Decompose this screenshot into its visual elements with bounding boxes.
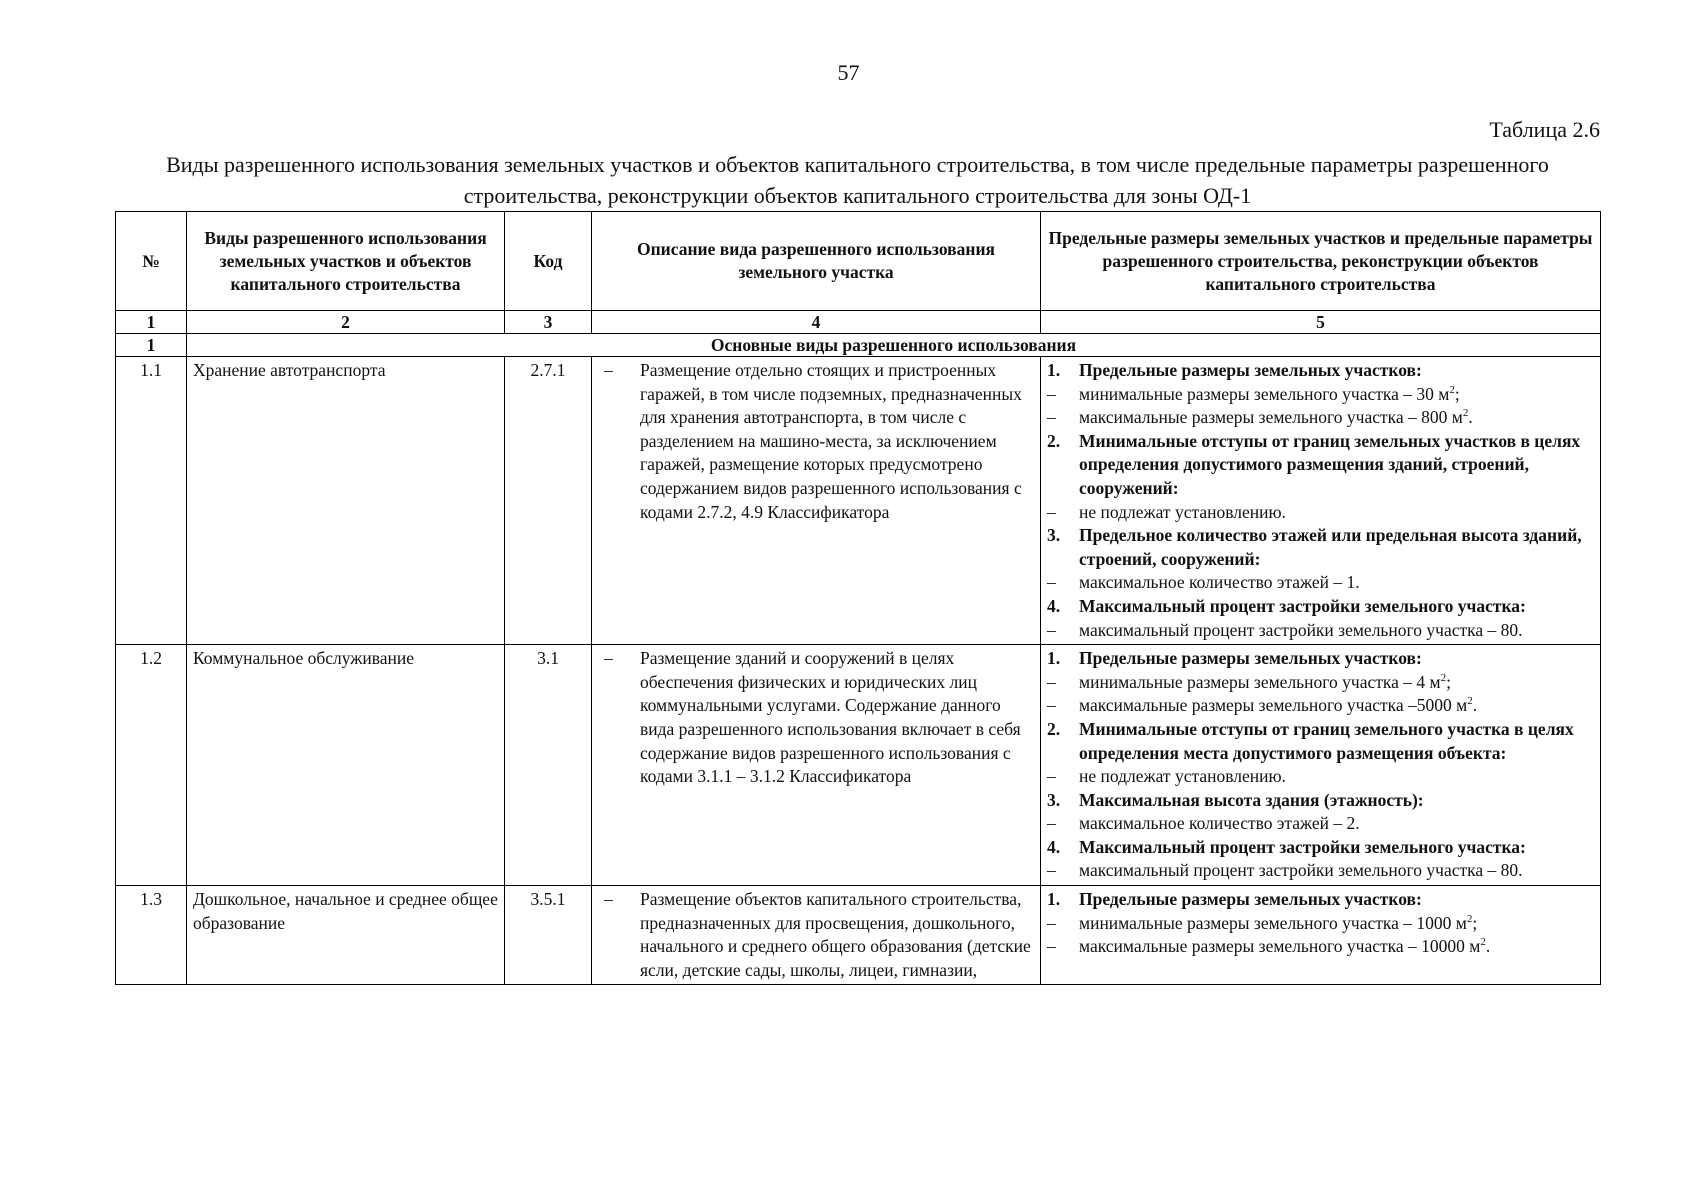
parameter-number: 1.	[1047, 889, 1061, 910]
parameter-item	[1047, 501, 1594, 525]
row-use-type: Коммунальное обслуживание	[187, 645, 505, 886]
parameter-heading-text: Максимальный процент застройки земельного участка:	[1079, 595, 1526, 616]
superscript: 2	[1449, 383, 1455, 396]
parameter-item	[1047, 406, 1594, 430]
dash-marker: –	[1047, 860, 1056, 881]
parameter-heading-text: Предельные размеры земельных участков:	[1079, 648, 1422, 669]
header-params: Предельные размеры земельных участков и предельные параметры разрешенного строительства, реконструкции объектов капитального строительства	[1041, 212, 1601, 311]
table-row	[116, 357, 1601, 645]
parameter-item-text: максимальный процент застройки земельного участка – 80.	[1079, 619, 1523, 640]
column-number: 1	[116, 311, 187, 334]
superscript: 2	[1466, 912, 1473, 925]
column-number-row	[116, 311, 1601, 334]
parameter-item	[1047, 812, 1594, 836]
section-title: Основные виды разрешенного использования	[187, 334, 1601, 357]
parameter-number: 3.	[1047, 789, 1061, 810]
parameter-number: 1.	[1047, 648, 1061, 669]
punctuation: .	[1472, 695, 1478, 716]
table-title: Виды разрешенного использования земельных участков и объектов капитального строительства, в том числе предельные параметры разрешенного строительства, реконструкции объектов капитального строительства для зоны ОД-1	[166, 152, 1549, 208]
parameter-heading-text: Максимальная высота здания (этажность):	[1079, 789, 1424, 810]
header-name: Виды разрешенного использования земельных участков и объектов капитального строительства	[187, 212, 505, 311]
parameter-heading-text: Максимальный процент застройки земельного участка:	[1079, 836, 1526, 857]
parameter-item	[1047, 765, 1594, 789]
row-parameters	[1041, 886, 1601, 985]
column-number: 5	[1041, 311, 1601, 334]
parameter-number: 1.	[1047, 360, 1061, 380]
parameter-heading	[1047, 524, 1594, 571]
dash-marker: –	[1047, 936, 1056, 957]
parameter-item	[1047, 859, 1594, 883]
column-number: 3	[505, 311, 592, 334]
parameter-item-text: не подлежат установлению.	[1079, 501, 1286, 522]
superscript: 2	[1467, 695, 1473, 708]
parameter-heading-text: Предельное количество этажей или предельная высота зданий, строений, сооружений:	[1079, 525, 1582, 569]
punctuation: .	[1485, 936, 1491, 957]
header-row	[116, 212, 1601, 311]
parameter-number: 4.	[1047, 836, 1061, 857]
description-text: Размещение зданий и сооружений в целях обеспечения физических и юридических лиц коммунальными услугами. Содержание данного вида разрешенного использования включает в себя содержание видов разрешенного использования с кодами 3.1.1 – 3.1.2 Классификатора	[640, 648, 1021, 787]
parameter-item-text: максимальные размеры земельного участка –5000 м	[1079, 695, 1468, 716]
table-caption: Таблица 2.6	[1489, 117, 1600, 142]
parameter-heading-text: Предельные размеры земельных участков:	[1079, 889, 1422, 910]
parameter-heading	[1047, 789, 1594, 813]
punctuation: ;	[1472, 912, 1478, 933]
punctuation: ;	[1446, 671, 1451, 692]
row-parameters	[1041, 645, 1601, 886]
superscript: 2	[1462, 407, 1469, 420]
parameter-item-text: максимальные размеры земельного участка – 800 м	[1079, 407, 1463, 428]
dash-marker: –	[1047, 695, 1056, 716]
column-number: 4	[592, 311, 1041, 334]
dash-marker: –	[1047, 671, 1056, 692]
parameter-item-text: максимальное количество этажей – 2.	[1079, 813, 1360, 834]
description-text: Размещение объектов капитального строительства, предназначенных для просвещения, дошкольного, начального и среднего общего образования (детские ясли, детские сады, школы, лицеи, гимназии,	[640, 889, 1031, 980]
header-num: №	[116, 212, 187, 311]
dash-marker: –	[604, 360, 613, 380]
parameter-heading-text: Минимальные отступы от границ земельных участков в целях определения допустимого размещения зданий, строений, сооружений:	[1079, 430, 1581, 498]
parameter-heading-text: Предельные размеры земельных участков:	[1079, 360, 1422, 380]
table-row	[116, 886, 1601, 985]
page-number: 57	[837, 60, 860, 85]
dash-marker: –	[1047, 813, 1056, 834]
dash-marker: –	[1047, 501, 1056, 522]
row-number: 1.3	[116, 886, 187, 985]
row-description	[592, 645, 1041, 886]
header-description: Описание вида разрешенного использования земельного участка	[592, 212, 1041, 311]
parameter-number: 4.	[1047, 595, 1061, 616]
dash-marker: –	[1047, 407, 1056, 428]
row-use-type: Хранение автотранспорта	[187, 357, 505, 645]
dash-marker: –	[1047, 572, 1056, 593]
parameter-item	[1047, 571, 1594, 595]
column-number: 2	[187, 311, 505, 334]
superscript: 2	[1440, 671, 1447, 684]
parameter-item	[1047, 694, 1594, 718]
dash-marker: –	[1047, 619, 1056, 640]
row-code: 3.5.1	[505, 886, 592, 985]
zoning-table	[115, 211, 1601, 985]
section-num: 1	[116, 334, 187, 357]
parameter-heading	[1047, 595, 1594, 619]
parameter-item	[1047, 912, 1594, 936]
row-description	[592, 357, 1041, 645]
parameter-number: 3.	[1047, 525, 1061, 546]
dash-marker: –	[604, 889, 613, 910]
row-code: 2.7.1	[505, 357, 592, 645]
parameter-number: 2.	[1047, 430, 1061, 451]
parameter-heading	[1047, 359, 1594, 383]
dash-marker: –	[1047, 766, 1056, 787]
description-text: Размещение отдельно стоящих и пристроенных гаражей, в том числе подземных, предназначенных для хранения автотранспорта, в том числе с разделением на машино-места, за исключением гаражей, размещение которых предусмотрено содержанием видов разрешенного использования с кодами 2.7.2, 4.9 Классификатора	[640, 360, 1022, 522]
row-use-type: Дошкольное, начальное и среднее общее образование	[187, 886, 505, 985]
punctuation: .	[1468, 407, 1473, 428]
row-number: 1.1	[116, 357, 187, 645]
parameter-item-text: максимальное количество этажей – 1.	[1079, 572, 1360, 593]
parameter-item	[1047, 383, 1594, 407]
row-description	[592, 886, 1041, 985]
punctuation: ;	[1454, 383, 1460, 404]
header-code: Код	[505, 212, 592, 311]
dash-marker: –	[604, 648, 613, 669]
parameter-item	[1047, 935, 1594, 959]
dash-marker: –	[1047, 912, 1056, 933]
parameter-item-text: минимальные размеры земельного участка – 1000 м	[1079, 912, 1467, 933]
parameter-item-text: максимальные размеры земельного участка – 10000 м	[1079, 936, 1481, 957]
parameter-heading-text: Минимальные отступы от границ земельного участка в целях определения места допустимого размещения объекта:	[1079, 718, 1574, 763]
parameter-number: 2.	[1047, 718, 1061, 739]
table-row	[116, 645, 1601, 886]
parameter-item	[1047, 671, 1594, 695]
parameter-heading	[1047, 430, 1594, 501]
parameter-heading	[1047, 888, 1594, 912]
parameter-item-text: максимальный процент застройки земельного участка – 80.	[1079, 860, 1523, 881]
dash-marker: –	[1047, 383, 1056, 404]
section-row	[116, 334, 1601, 357]
parameter-heading	[1047, 647, 1594, 671]
parameter-item-text: минимальные размеры земельного участка – 4 м	[1079, 671, 1441, 692]
row-code: 3.1	[505, 645, 592, 886]
parameter-item	[1047, 619, 1594, 643]
parameter-heading	[1047, 718, 1594, 765]
row-parameters	[1041, 357, 1601, 645]
parameter-heading	[1047, 836, 1594, 860]
row-number: 1.2	[116, 645, 187, 886]
parameter-item-text: не подлежат установлению.	[1079, 766, 1286, 787]
parameter-item-text: минимальные размеры земельного участка – 30 м	[1079, 383, 1450, 404]
superscript: 2	[1480, 936, 1486, 949]
